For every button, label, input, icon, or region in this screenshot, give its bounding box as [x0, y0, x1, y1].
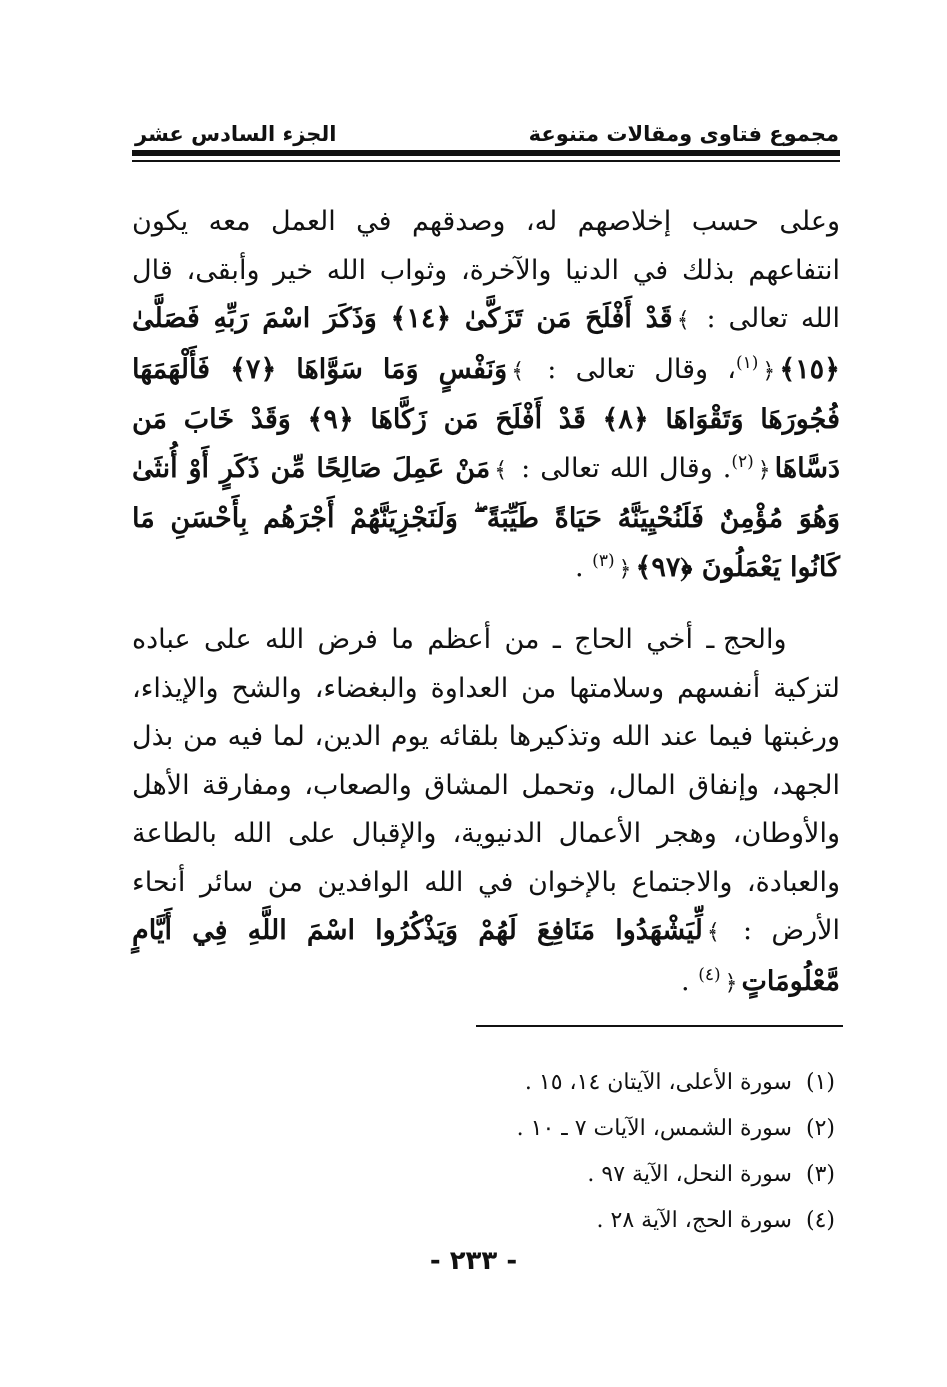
text-segment: ، وقال تعالى :: [547, 353, 736, 385]
text-segment: . وقال الله تعالى :: [521, 452, 732, 484]
quran-verse: مَنْ عَمِلَ صَالِحًا مِّن ذَكَرٍ أَوْ أُنثَىٰ وَهُوَ مُؤْمِنٌ فَلَنُحْيِيَنَّهُ حَيَاةً طَيِّبَةً ۖ وَلَنَجْزِيَنَّهُمْ أَجْرَهُم بِأَحْسَنِ مَا كَانُوا يَعْمَلُونَ ﴿٩٧﴾: [132, 452, 840, 583]
text-segment: .: [574, 551, 584, 583]
quran-open-brace: ﴾: [676, 308, 690, 333]
quran-verse: قَدْ أَفْلَحَ مَن تَزَكَّىٰ ﴿١٤﴾ وَذَكَرَ اسْمَ رَبِّهِ فَصَلَّىٰ ﴿١٥﴾: [132, 303, 840, 385]
footnote-ref: (٤): [698, 964, 721, 985]
footnote-ref: (٢): [731, 451, 754, 472]
footnote-ref: (٣): [592, 550, 615, 571]
footnote-text: سورة الحج، الآية ٢٨ .: [596, 1208, 792, 1233]
quran-open-brace: ﴾: [511, 358, 525, 384]
quran-close-brace: ﴿: [724, 970, 738, 996]
footnote-item: [415, 1060, 835, 1106]
footnotes: [415, 1060, 835, 1244]
footnote-number: (٢): [805, 1116, 835, 1141]
quran-close-brace: ﴿: [618, 556, 632, 582]
quran-verse: وَنَفْسٍ وَمَا سَوَّاهَا ﴿٧﴾ فَأَلْهَمَهَا فُجُورَهَا وَتَقْوَاهَا ﴿٨﴾ قَدْ أَفْلَحَ مَن زَكَّاهَا ﴿٩﴾ وَقَدْ خَابَ مَن دَسَّاهَا: [132, 353, 840, 484]
quran-open-brace: ﴾: [706, 920, 720, 945]
part-label: الجزء السادس عشر: [135, 122, 337, 146]
quran-open-brace: ﴾: [494, 457, 508, 483]
footnote-item: [415, 1198, 835, 1244]
main-text: [132, 198, 840, 1008]
running-header: [135, 112, 839, 146]
paragraph-1: [132, 198, 840, 594]
text-segment: والحج ـ أخي الحاج ـ من أعظم ما فرض الله على عباده لتزكية أنفسهم وسلامتها من العداوة والبغضاء، والشح والإيذاء، ورغبتها فيما عند الله وتذكيرها بلقائه يوم الدين، لما فيه من بذل الجهد، وإنفاق المال، وتحمل المشاق والصعاب، ومفارقة الأهل والأوطان، وهجر الأعمال الدنيوية، والإقبال على الله بالطاعة والعبادة، والاجتماع بالإخوان في الله الوافدين من سائر أنحاء الأرض :: [132, 624, 841, 946]
book-title: مجموع فتاوى ومقالات متنوعة: [528, 122, 839, 146]
quran-verse: لِّيَشْهَدُوا مَنَافِعَ لَهُمْ وَيَذْكُرُوا اسْمَ اللَّهِ فِي أَيَّامٍ مَّعْلُومَاتٍ: [132, 915, 840, 997]
footnote-item: [415, 1106, 835, 1152]
paragraph-2: [132, 616, 840, 1008]
page-number: - ٢٣٣ -: [429, 1246, 518, 1276]
footnote-number: (٣): [805, 1162, 835, 1187]
footnote-number: (١): [805, 1070, 835, 1095]
footnote-rule: [476, 1025, 843, 1027]
text-segment: .: [681, 965, 690, 997]
quran-close-brace: ﴿: [762, 358, 776, 384]
footnote-number: (٤): [805, 1208, 835, 1233]
footnote-ref: (١): [736, 352, 759, 373]
quran-close-brace: ﴿: [757, 457, 771, 483]
header-rule-thick: [132, 150, 840, 156]
footnote-text: سورة النحل، الآية ٩٧ .: [587, 1162, 792, 1187]
footnote-item: [415, 1152, 835, 1198]
footnote-text: سورة الشمس، الآيات ٧ ـ ١٠ .: [516, 1116, 792, 1141]
footnote-text: سورة الأعلى، الآيتان ١٤، ١٥ .: [524, 1070, 792, 1095]
header-rule-thin: [132, 160, 840, 162]
text-segment: وعلى حسب إخلاصهم له، وصدقهم في العمل معه يكون انتفاعهم بذلك في الدنيا والآخرة، وثواب الله خير وأبقى، قال الله تعالى :: [132, 206, 841, 334]
